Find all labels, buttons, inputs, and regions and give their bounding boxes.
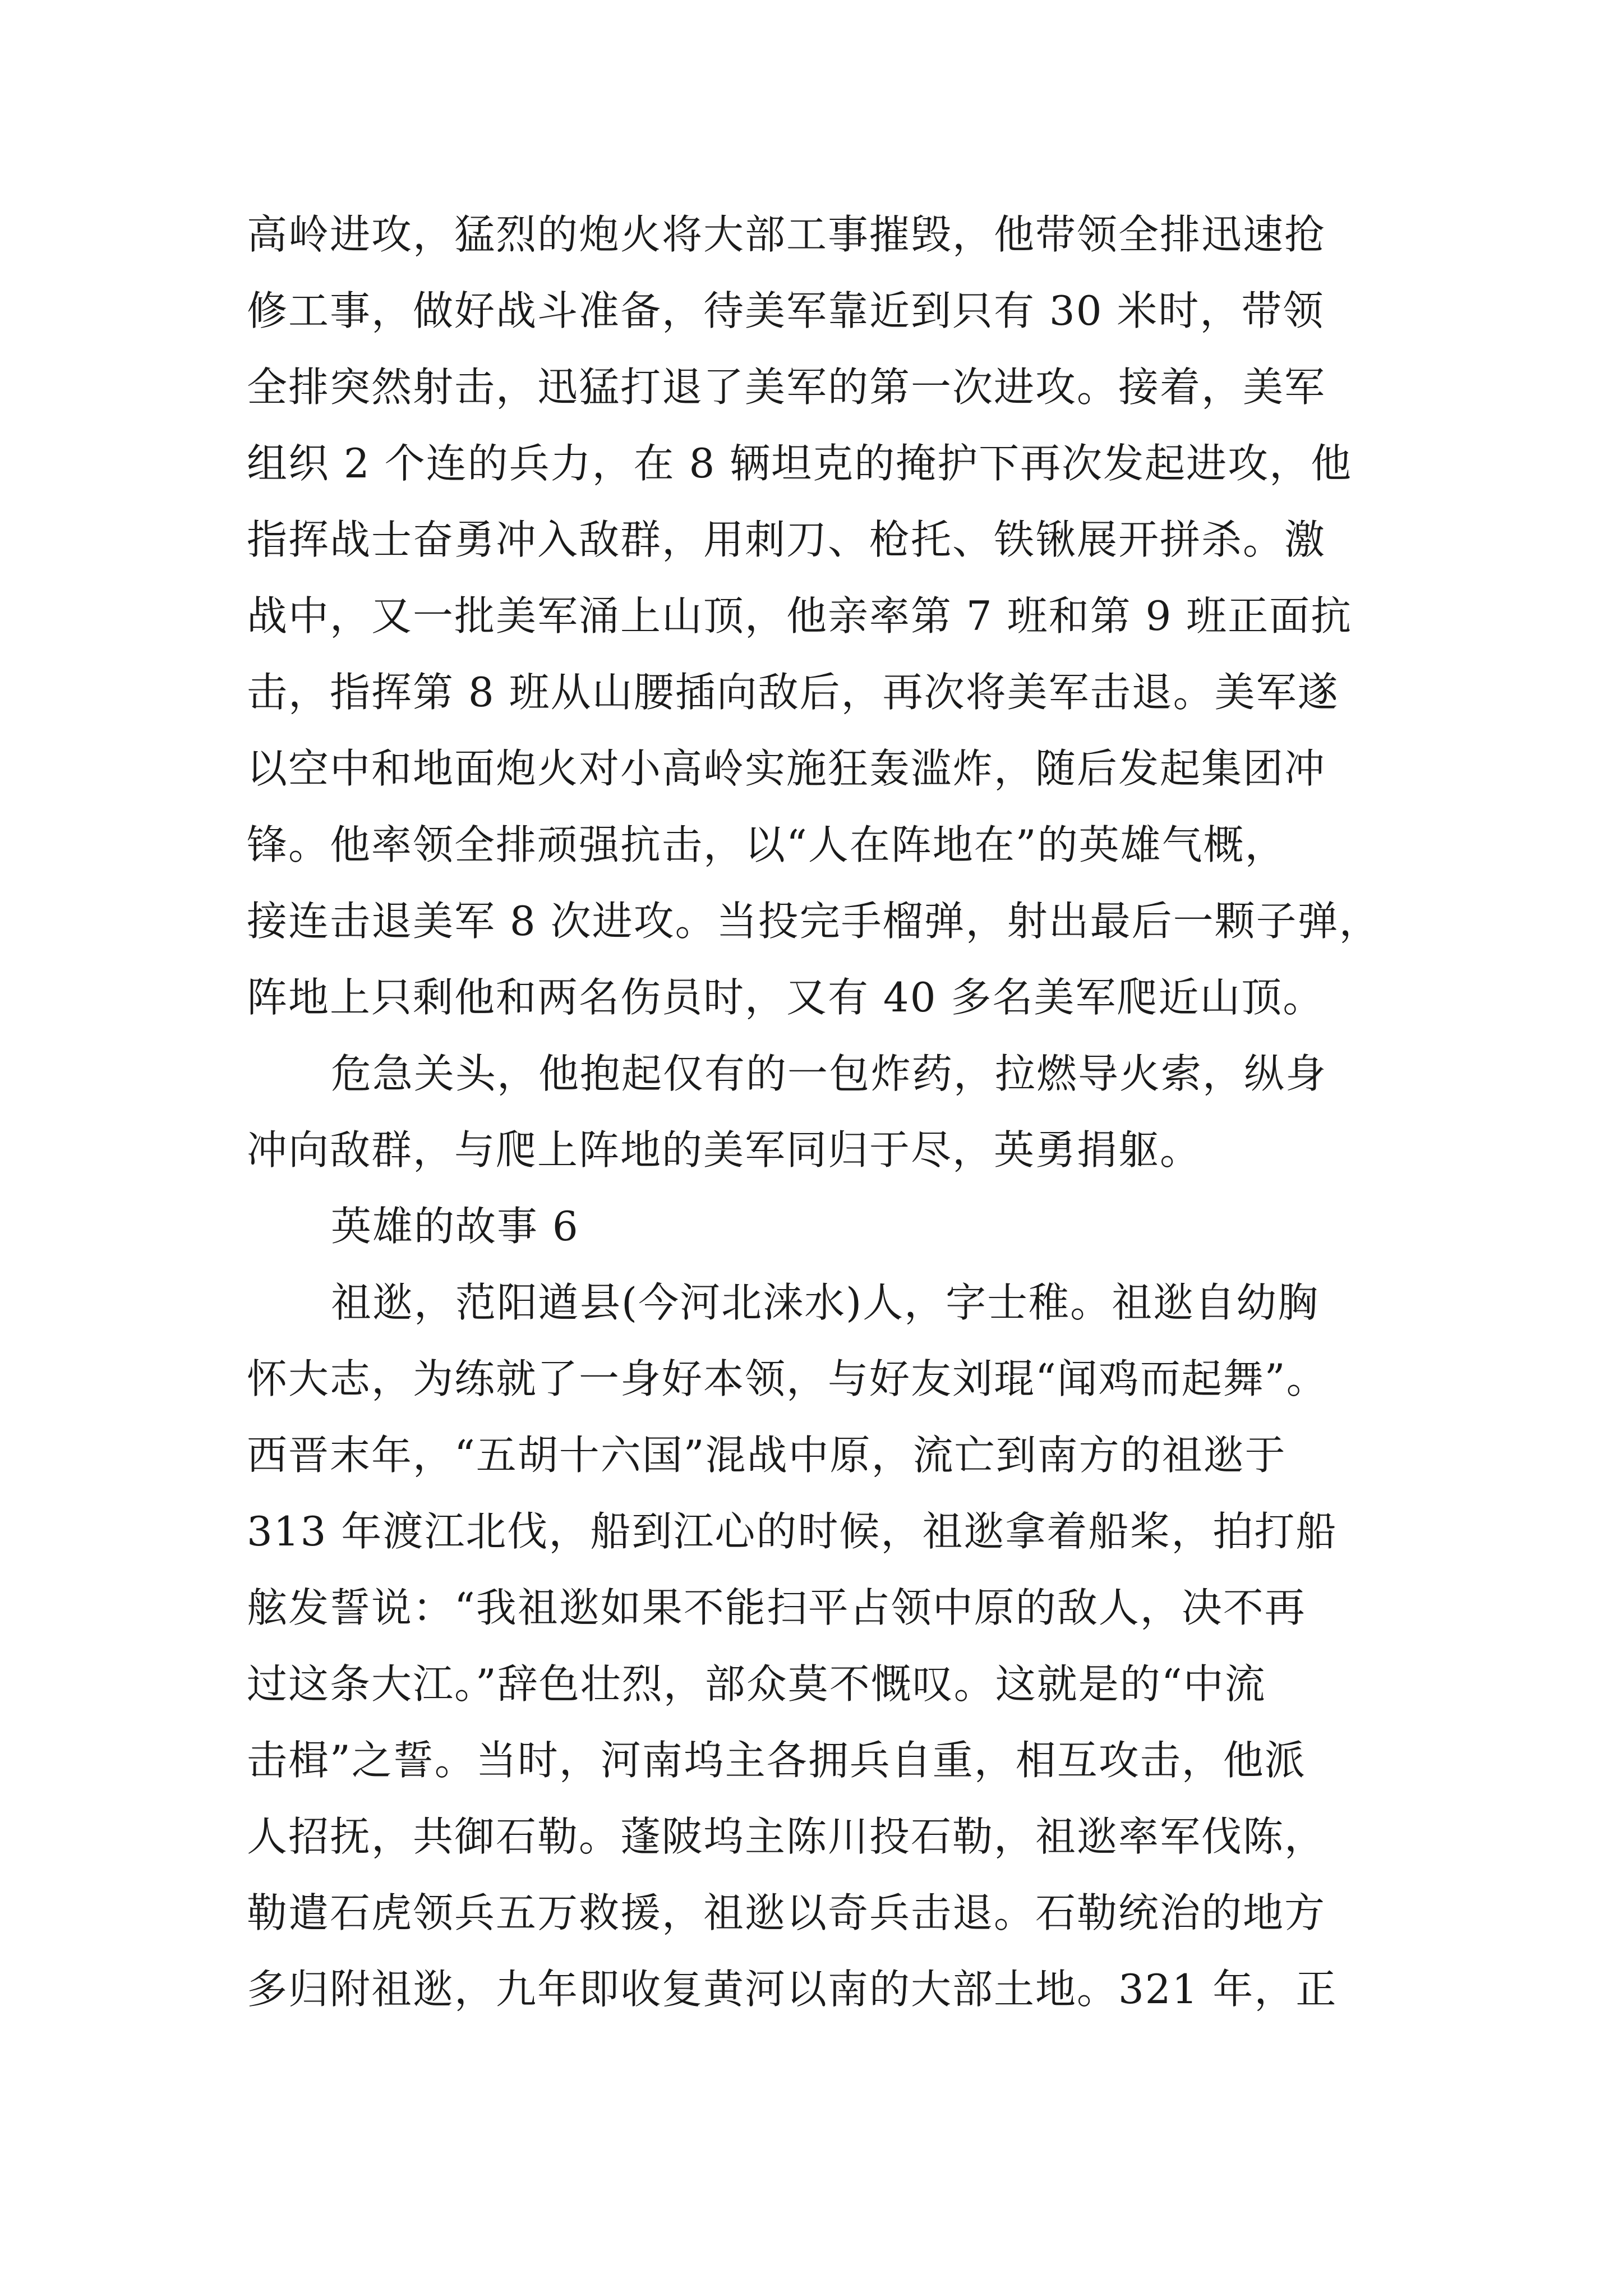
text-line: 冲向敌群，与爬上阵地的美军同归于尽，英勇捐躯。 [247, 1126, 1202, 1174]
text-line: 全排突然射击，迅猛打退了美军的第一次进攻。接着，美军 [247, 364, 1326, 411]
text-line: 指挥战士奋勇冲入敌群，用刺刀、枪托、铁锹展开拼杀。激 [247, 516, 1326, 563]
text-line: 勒遣石虎领兵五万救援，祖逖以奇兵击退。石勒统治的地方 [247, 1889, 1326, 1936]
text-line: 组织 2 个连的兵力，在 8 辆坦克的掩护下再次发起进攻，他 [247, 440, 1353, 487]
text-line: 击，指挥第 8 班从山腰插向敌后，再次将美军击退。美军遂 [247, 669, 1339, 716]
text-line: 祖逖，范阳遒县(今河北涞水)人，字士稚。祖逖自幼胸 [331, 1279, 1320, 1326]
text-line: 击楫”之誓。当时，河南坞主各拥兵自重，相互攻击，他派 [247, 1737, 1306, 1784]
document-body [247, 196, 1381, 2027]
text-line: 313 年渡江北伐，船到江心的时候，祖逖拿着船桨，拍打船 [247, 1508, 1338, 1555]
text-line: 接连击退美军 8 次进攻。当投完手榴弹，射出最后一颗子弹， [247, 898, 1381, 945]
text-line: 高岭进攻，猛烈的炮火将大部工事摧毁，他带领全排迅速抢 [247, 211, 1326, 258]
text-line: 多归附祖逖，九年即收复黄河以南的大部土地。321 年，正 [247, 1966, 1338, 2013]
text-line: 修工事，做好战斗准备，待美军靠近到只有 30 米时，带领 [247, 287, 1325, 334]
text-line: 舷发誓说：“我祖逖如果不能扫平占领中原的敌人，决不再 [247, 1584, 1306, 1631]
text-line: 锋。他率领全排顽强抗击，以“人在阵地在”的英雄气概， [247, 821, 1287, 868]
text-line: 阵地上只剩他和两名伤员时，又有 40 多名美军爬近山顶。 [247, 974, 1325, 1021]
text-line: 怀大志，为练就了一身好本领，与好友刘琨“闻鸡而起舞”。 [247, 1355, 1328, 1402]
text-line: 过这条大江。”辞色壮烈，部众莫不慨叹。这就是的“中流 [247, 1660, 1266, 1708]
text-line: 西晋末年，“五胡十六国”混战中原，流亡到南方的祖逖于 [247, 1432, 1287, 1479]
text-line: 以空中和地面炮火对小高岭实施狂轰滥炸，随后发起集团冲 [247, 745, 1326, 792]
text-line: 人招抚，共御石勒。蓬陂坞主陈川投石勒，祖逖率军伐陈， [247, 1813, 1326, 1860]
section-heading: 英雄的故事 6 [331, 1203, 579, 1250]
text-line: 危急关头，他抱起仅有的一包炸药，拉燃导火索，纵身 [331, 1050, 1327, 1097]
text-line: 战中，又一批美军涌上山顶，他亲率第 7 班和第 9 班正面抗 [247, 592, 1353, 639]
